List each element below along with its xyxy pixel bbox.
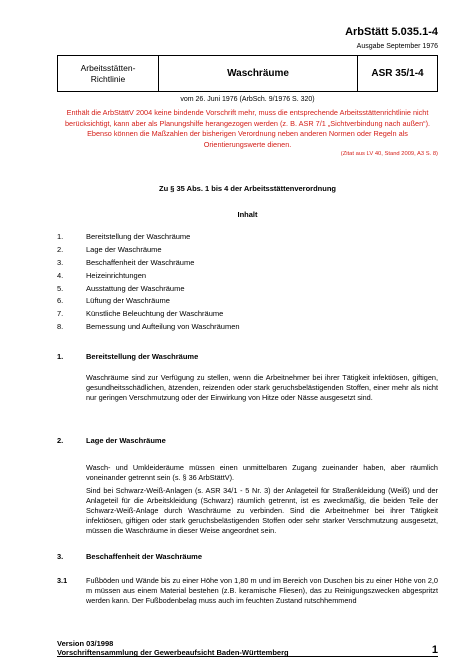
section-body-1: [86, 373, 438, 406]
subtitle: vom 26. Juni 1976 (ArbSch. 9/1976 S. 320): [180, 96, 315, 103]
section-heading-1: [57, 352, 198, 361]
toc-number: 3.: [57, 257, 64, 267]
toc-number: 1.: [57, 232, 64, 241]
footer-organization: Vorschriftensammlung der Gewerbeaufsicht Baden-Württemberg: [57, 648, 289, 657]
toc-item: [57, 295, 240, 308]
toc-label: Künstliche Beleuchtung der Waschräume: [86, 309, 224, 319]
issue-date: Ausgabe September 1976: [356, 43, 438, 50]
footer-divider: [57, 656, 438, 657]
header-title: Waschräume: [159, 56, 358, 91]
paragraph: Sind bei Schwarz-Weiß-Anlagen (s. ASR 34/1 - 5 Nr. 3) der Anlageteil für Straßenkleidung (Weiß) und der Anlageteil für die Arbeitskleidung (Schwarz) räumlich getrennt, ist es zweckmäßig, die beiden Teile der Schwarz-Weiß-Anlage durch Waschräume zu verbinden. Sind die Arbeitnehmer bei ihrer Tätigkeit infektiösen, giftigen oder stark geruchsbelästigenden Stoffen oder sehr starker Verschmutzung ausgesetzt, müssen die Waschräume in dieser Weise angeordnet sein.: [86, 486, 438, 535]
section-title: Lage der Waschräume: [86, 436, 166, 445]
section-reference: Zu § 35 Abs. 1 bis 4 der Arbeitsstättenverordnung: [159, 184, 336, 193]
section-number: 3.: [57, 552, 64, 561]
toc-item: [57, 231, 240, 244]
toc-number: 6.: [57, 296, 64, 306]
toc-label: Bemessung und Aufteilung von Waschräumen: [86, 322, 240, 332]
toc-number: 7.: [57, 309, 64, 319]
toc-number: 8.: [57, 322, 64, 332]
toc-item: [57, 257, 240, 270]
section-number: 2.: [57, 436, 64, 445]
toc-item: [57, 308, 240, 321]
toc-item: [57, 244, 240, 257]
red-note: Enthält die ArbStättV 2004 keine bindende Vorschrift mehr, muss die entsprechende Arbeitsstättenrichtlinie nicht berücksichtigt, kann aber als Planungshilfe herangezogen werden (z. B. ASR 7/1 „Sichtverbindung nach außen“). Ebenso können die Maßzahlen der bisherigen Verordnung neben anderen Normen oder Regeln als Orientierungswerte dienen.: [64, 108, 431, 149]
paragraph: Fußböden und Wände bis zu einer Höhe von 1,80 m und im Bereich von Duschen bis zu einer Höhe von 2,0 m müssen aus einem Material bestehen (z.B. keramische Fliesen), das zu Reinigungszwecken abgespritzt werden kann. Der Fußbodenbelag muss auch im feuchten Zustand rutschhemmend: [86, 576, 438, 605]
toc-label: Lüftung der Waschräume: [86, 296, 170, 306]
document-code: ArbStätt 5.035.1-4: [345, 26, 438, 38]
note-citation: (Zitat aus LV 40, Stand 2009, A3 S. 8): [340, 151, 438, 157]
toc-item: [57, 283, 240, 296]
paragraph: Waschräume sind zur Verfügung zu stellen, wenn die Arbeitnehmer bei ihrer Tätigkeit infektiösen, giftigen, gesundheitsschädlichen, ätzenden, reizenden oder stark geruchsbelästigenden Stoffen, einer mehr als nicht nur geringen Verschmutzung oder der Einwirkung von Hitze oder Nässe ausgesetzt sind.: [86, 373, 438, 402]
toc-title: Inhalt: [237, 210, 258, 219]
section-heading-2: [57, 436, 166, 445]
header-category: Arbeitsstätten- Richtlinie: [58, 56, 159, 91]
section-body-2: [86, 463, 438, 539]
paragraph-number-3-1: 3.1: [57, 576, 68, 585]
toc-number: 2.: [57, 244, 64, 254]
paragraph-3-1: [86, 576, 438, 609]
toc-label: Heizeinrichtungen: [86, 270, 147, 280]
page-number: 1: [431, 644, 438, 656]
header-number: ASR 35/1-4: [371, 68, 424, 79]
toc-label: Ausstattung der Waschräume: [86, 283, 185, 293]
toc-label: Beschaffenheit der Waschräume: [86, 257, 195, 267]
toc-label: Bereitstellung der Waschräume: [86, 232, 191, 241]
toc-label: Lage der Waschräume: [86, 244, 162, 254]
section-number: 1.: [57, 352, 64, 361]
header-table: [57, 55, 438, 92]
toc-number: 4.: [57, 270, 64, 280]
toc-item: [57, 321, 240, 334]
paragraph: Wasch- und Umkleideräume müssen einen unmittelbaren Zugang zueinander haben, aber räumlich voneinander getrennt sein (s. § 36 ArbStättV).: [86, 463, 438, 482]
section-heading-3: [57, 552, 202, 561]
table-of-contents: [57, 231, 240, 334]
section-title: Beschaffenheit der Waschräume: [86, 552, 203, 561]
footer-version: Version 03/1998: [57, 639, 114, 648]
toc-number: 5.: [57, 283, 64, 293]
toc-item: [57, 270, 240, 283]
section-title: Bereitstellung der Waschräume: [86, 352, 199, 361]
